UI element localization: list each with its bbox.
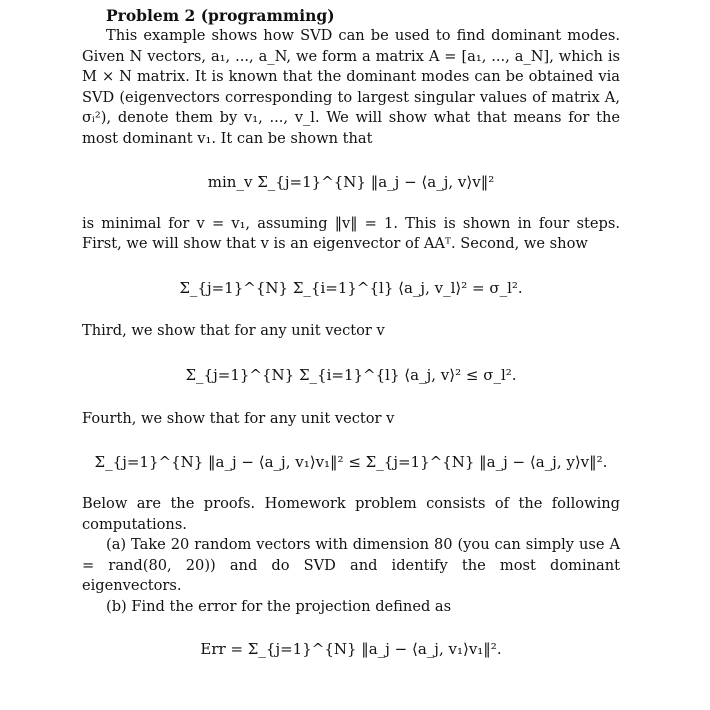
equation-error [82,618,620,680]
equation-error-text: Err = Σ_{j=1}^{N} ‖a_j − ⟨a_j, v₁⟩v₁‖². [200,639,502,658]
item-a: (a) Take 20 random vectors with dimension 80 (you can simply use A = rand(80, 20)) and do SVD and identify the most dominant eigenvectors. [82,536,620,595]
paragraph-proofs: Below are the proofs. Homework problem consists of the following computations. [82,494,620,533]
equation-sum-leq-text: Σ_{j=1}^{N} Σ_{i=1}^{l} ⟨a_j, v⟩² ≤ σ_l². [185,366,517,385]
paragraph-steps: is minimal for v = v₁, assuming ‖v‖ = 1. This is shown in four steps. First, we will show that v is an eigenvector of AAᵀ. Second, we show [82,214,620,253]
intro-paragraph: This example shows how SVD can be used to find dominant modes. Given N vectors, a₁, ..., a_N, we form a matrix A = [a₁, ..., a_N], which is M × N matrix. It is known that the dominant modes can be obtained via SVD (eigenvectors corresponding to largest singular values of matrix A, σᵢ²), denote them by v₁, ..., v_l. We will show what that means for the most dominant v₁. It can be shown that [82,27,620,147]
equation-min-text: min_v Σ_{j=1}^{N} ‖a_j − ⟨a_j, v⟩v‖² [207,172,495,191]
equation-inequality-text: Σ_{j=1}^{N} ‖a_j − ⟨a_j, v₁⟩v₁‖² ≤ Σ_{j=1}^{N} ‖a_j − ⟨a_j, y⟩v‖². [94,452,608,471]
equation-min [82,150,620,214]
equation-sum-equal [82,255,620,321]
paragraph-fourth: Fourth, we show that for any unit vector v [82,410,395,428]
item-b: (b) Find the error for the projection defined as [106,597,452,615]
equation-inequality [82,430,620,494]
problem-title: Problem 2 (programming) [106,6,335,25]
equation-sum-leq [82,341,620,409]
paragraph-third: Third, we show that for any unit vector v [82,321,385,339]
document-page [82,6,620,680]
equation-sum-equal-text: Σ_{j=1}^{N} Σ_{i=1}^{l} ⟨a_j, v_l⟩² = σ_l². [179,278,523,297]
